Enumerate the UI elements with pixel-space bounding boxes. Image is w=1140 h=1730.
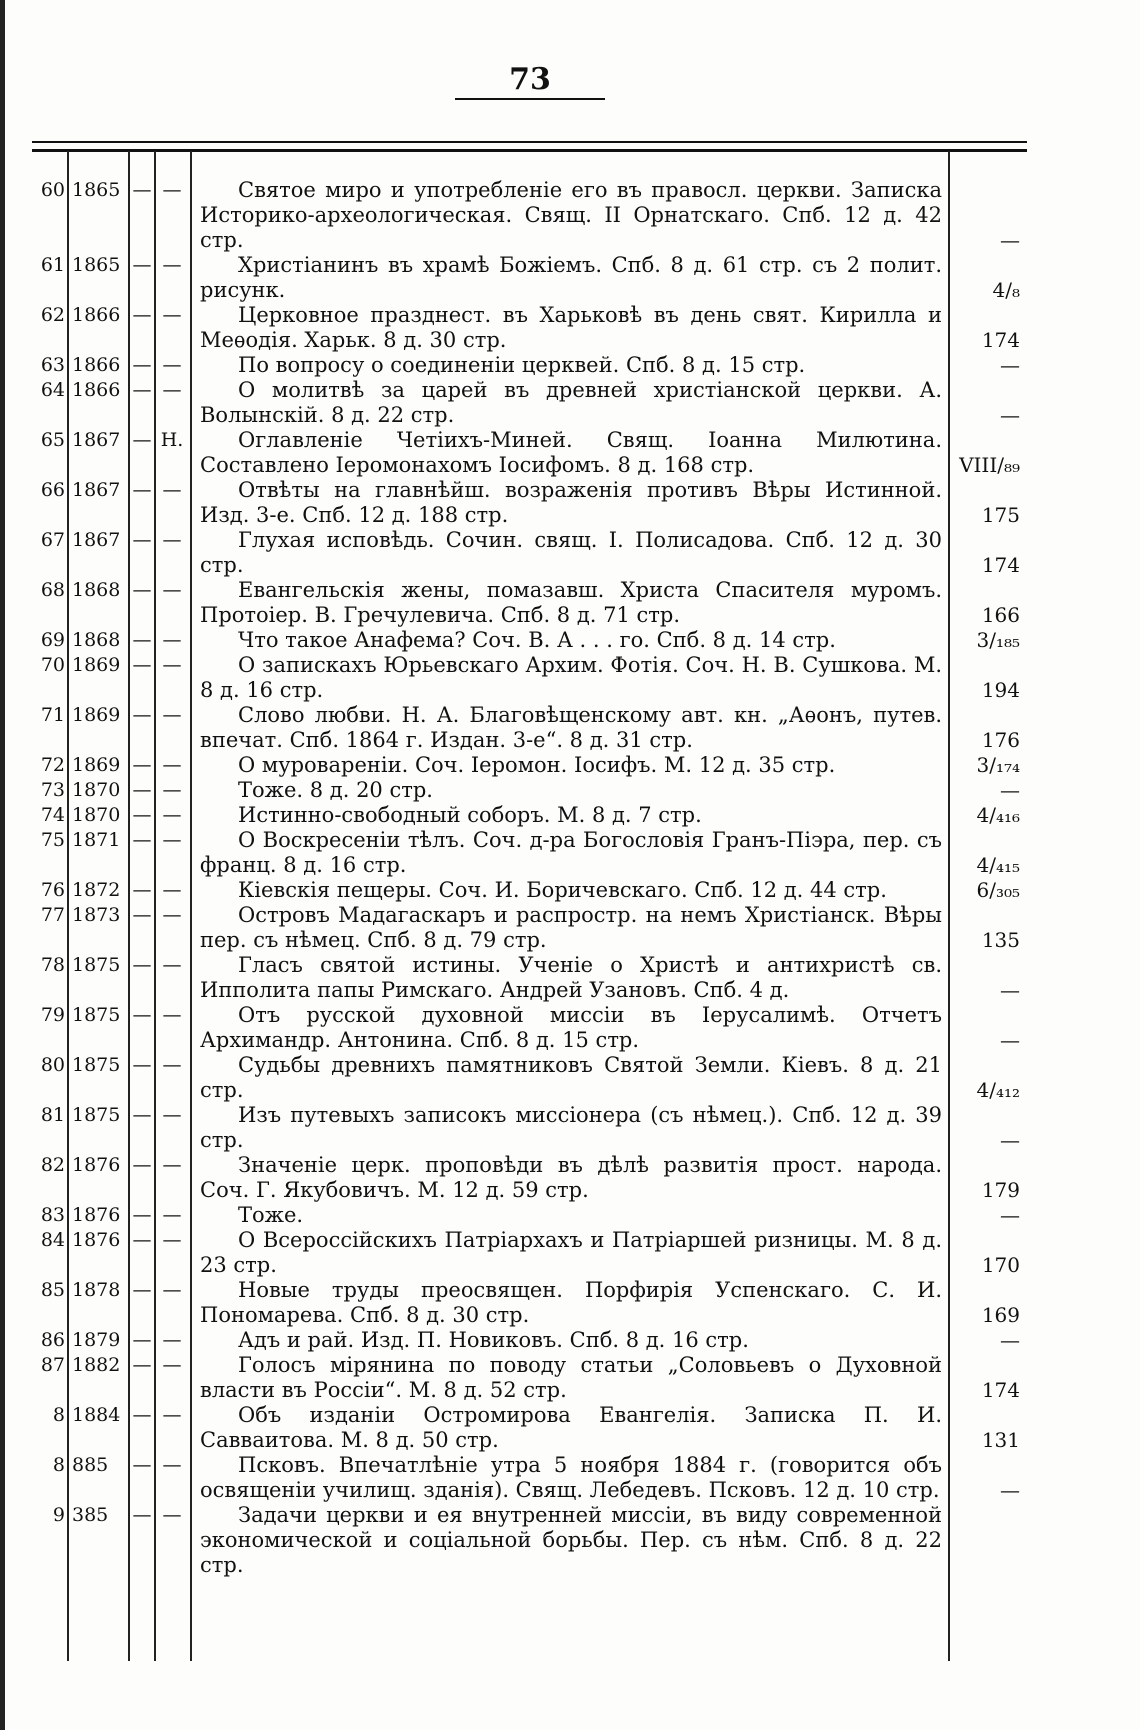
entry-number: 82 <box>40 1154 65 1176</box>
entry-reference: VIII/₈₉ <box>959 453 1020 477</box>
entry-year: 1872 <box>72 879 121 901</box>
entry-title: О запискахъ Юрьевскаго Архим. Фотія. Соч. Н. В. Сушкова. М. 8 д. 16 стр. <box>200 653 942 702</box>
entry-title: Новые труды преосвящен. Порфирія Успенскаго. С. И. Пономарева. Спб. 8 д. 30 стр. <box>200 1278 942 1327</box>
entry-mark-1: — <box>132 529 152 551</box>
catalog-entry <box>0 178 1060 253</box>
entry-year: 885 <box>72 1454 109 1476</box>
entry-year: 1882 <box>72 1354 121 1376</box>
entry-number: 63 <box>40 354 65 376</box>
entry-mark-2: — <box>162 779 182 801</box>
catalog-entry <box>0 1153 1060 1203</box>
entry-mark-1: — <box>132 1004 152 1026</box>
entry-mark-2: — <box>162 1054 182 1076</box>
entry-mark-1: — <box>132 829 152 851</box>
entry-mark-2: — <box>162 479 182 501</box>
entry-title: Евангельскія жены, помазавш. Христа Спасителя муромъ. Протоіер. В. Гречулевича. Спб. 8 д. 71 стр. <box>200 578 942 627</box>
catalog-entry <box>0 878 1060 903</box>
entry-mark-2: — <box>162 804 182 826</box>
entry-mark-1: — <box>132 1329 152 1351</box>
entry-number: 65 <box>40 429 65 451</box>
entry-year: 1876 <box>72 1204 121 1226</box>
entry-year: 1867 <box>72 429 121 451</box>
catalog-entry <box>0 1328 1060 1353</box>
entry-title: Что такое Анафема? Соч. В. А . . . го. Спб. 8 д. 14 стр. <box>238 628 836 652</box>
entry-mark-2: — <box>162 1504 182 1526</box>
entry-reference: 131 <box>981 1428 1020 1452</box>
entry-mark-1: — <box>132 1354 152 1376</box>
entry-title: Кіевскія пещеры. Соч. И. Боричевскаго. Спб. 12 д. 44 стр. <box>238 878 887 902</box>
entry-number: 60 <box>40 179 65 201</box>
entry-year: 1875 <box>72 954 121 976</box>
entry-year: 1869 <box>72 704 121 726</box>
entry-mark-2: — <box>162 704 182 726</box>
entry-number: 9 <box>52 1504 65 1526</box>
entry-title: Голосъ мірянина по поводу статьи „Соловьевъ о Духовной власти въ Россіи“. М. 8 д. 52 стр. <box>200 1353 942 1402</box>
entry-reference: — <box>1000 403 1020 427</box>
entry-reference: — <box>1000 1328 1020 1352</box>
entry-title: Псковъ. Впечатлѣніе утра 5 ноября 1884 г. (говорится объ освященіи училищ. зданія). Свящ. Лебедевъ. Псковъ. 12 д. 10 стр. <box>200 1453 942 1502</box>
entry-title: Глухая исповѣдь. Сочин. свящ. І. Полисадова. Спб. 12 д. 30 стр. <box>200 528 942 577</box>
catalog-entry <box>0 1453 1060 1503</box>
entry-year: 1875 <box>72 1104 121 1126</box>
header-rule-thick <box>32 149 1027 152</box>
catalog-entry <box>0 528 1060 578</box>
entry-title: Отъ русской духовной миссіи въ Іерусалимѣ. Отчетъ Архимандр. Антонина. Спб. 8 д. 15 стр. <box>200 1003 942 1052</box>
entry-reference: — <box>1000 778 1020 802</box>
catalog-entry <box>0 778 1060 803</box>
entry-title: О молитвѣ за царей въ древней христіанской церкви. А. Волынскій. 8 д. 22 стр. <box>200 378 942 427</box>
catalog-entry <box>0 753 1060 778</box>
entry-reference: — <box>1000 978 1020 1002</box>
entry-reference: 166 <box>981 603 1020 627</box>
entry-mark-2: — <box>162 1204 182 1226</box>
entry-title: Адъ и рай. Изд. П. Новиковъ. Спб. 8 д. 16 стр. <box>238 1328 749 1352</box>
entry-title: Задачи церкви и ея внутренней миссіи, въ виду современной экономической и соціальной борьбы. Пер. съ нѣм. Спб. 8 д. 22 стр. <box>200 1503 942 1577</box>
entry-mark-1: — <box>132 1454 152 1476</box>
entry-mark-2: — <box>162 1279 182 1301</box>
catalog-entry <box>0 253 1060 303</box>
catalog-entry <box>0 1228 1060 1278</box>
entry-mark-1: — <box>132 1054 152 1076</box>
entry-number: 8 <box>52 1404 65 1426</box>
entry-mark-2: — <box>162 1104 182 1126</box>
entry-title: Отвѣты на главнѣйш. возраженія противъ Вѣры Истинной. Изд. 3-е. Спб. 12 д. 188 стр. <box>200 478 942 527</box>
entry-mark-1: — <box>132 1204 152 1226</box>
entry-reference: 174 <box>981 328 1020 352</box>
header-rule <box>32 141 1027 143</box>
entry-title: Христіанинъ въ храмѣ Божіемъ. Спб. 8 д. 61 стр. съ 2 полит. рисунк. <box>200 253 942 302</box>
entry-number: 61 <box>40 254 65 276</box>
entry-year: 1879 <box>72 1329 121 1351</box>
entry-number: 62 <box>40 304 65 326</box>
catalog-entry <box>0 1053 1060 1103</box>
entry-number: 8 <box>52 1454 65 1476</box>
catalog-entry <box>0 1003 1060 1053</box>
catalog-entry <box>0 578 1060 628</box>
entry-reference: 174 <box>981 553 1020 577</box>
entry-reference: 179 <box>981 1178 1020 1202</box>
entry-reference: 135 <box>981 928 1020 952</box>
entry-number: 71 <box>40 704 65 726</box>
catalog-entry <box>0 378 1060 428</box>
entry-reference: 176 <box>981 728 1020 752</box>
entry-number: 83 <box>40 1204 65 1226</box>
entry-reference: 175 <box>981 503 1020 527</box>
entry-mark-1: — <box>132 1279 152 1301</box>
entry-mark-2: — <box>162 1154 182 1176</box>
entry-title: По вопросу о соединеніи церквей. Спб. 8 д. 15 стр. <box>238 353 806 377</box>
entry-number: 66 <box>40 479 65 501</box>
catalog-entry <box>0 1353 1060 1403</box>
entry-number: 80 <box>40 1054 65 1076</box>
entry-number: 67 <box>40 529 65 551</box>
entry-title: Значеніе церк. проповѣди въ дѣлѣ развитія прост. народа. Соч. Г. Якубовичъ. М. 12 д. 59 стр. <box>200 1153 942 1202</box>
entry-year: 1884 <box>72 1404 121 1426</box>
entry-number: 70 <box>40 654 65 676</box>
entry-reference: 4/₄₁₂ <box>976 1078 1020 1102</box>
catalog-entry <box>0 303 1060 353</box>
entry-mark-2: — <box>162 179 182 201</box>
entry-mark-2: — <box>162 754 182 776</box>
entry-title: Островъ Мадагаскаръ и распростр. на немъ Христіанск. Вѣры пер. съ нѣмец. Спб. 8 д. 79 стр. <box>200 903 942 952</box>
entry-mark-1: — <box>132 1104 152 1126</box>
entry-year: 1866 <box>72 354 121 376</box>
catalog-entry <box>0 953 1060 1003</box>
entry-mark-1: — <box>132 754 152 776</box>
page-number-rule <box>455 98 605 100</box>
catalog-entry <box>0 703 1060 753</box>
entry-number: 75 <box>40 829 65 851</box>
catalog-entry <box>0 478 1060 528</box>
entry-mark-1: — <box>132 1229 152 1251</box>
entry-year: 1875 <box>72 1054 121 1076</box>
entry-year: 1868 <box>72 579 121 601</box>
entry-mark-2: — <box>162 529 182 551</box>
catalog-entry <box>0 653 1060 703</box>
entry-year: 1868 <box>72 629 121 651</box>
entry-year: 1865 <box>72 254 121 276</box>
entry-title: Гласъ святой истины. Ученіе о Христѣ и антихристѣ св. Ипполита папы Римскаго. Андрей Узановъ. Спб. 4 д. <box>200 953 942 1002</box>
entry-number: 64 <box>40 379 65 401</box>
entry-year: 1878 <box>72 1279 121 1301</box>
entry-title: Объ изданіи Остромирова Евангелія. Записка П. И. Савваитова. М. 8 д. 50 стр. <box>200 1403 942 1452</box>
entry-mark-2: — <box>162 579 182 601</box>
entry-title: Слово любви. Н. А. Благовѣщенскому авт. кн. „Аѳонъ, путев. впечат. Спб. 1864 г. Издан. 3-е“. 8 д. 31 стр. <box>200 703 942 752</box>
entry-mark-1: — <box>132 779 152 801</box>
entry-number: 76 <box>40 879 65 901</box>
entry-mark-1: — <box>132 479 152 501</box>
entry-year: 385 <box>72 1504 109 1526</box>
catalog-entry <box>0 828 1060 878</box>
entry-reference: 3/₁₈₅ <box>976 628 1020 652</box>
entry-reference: — <box>1000 1128 1020 1152</box>
catalog-entry <box>0 1103 1060 1153</box>
entry-year: 1870 <box>72 779 121 801</box>
entry-year: 1876 <box>72 1229 121 1251</box>
entry-number: 73 <box>40 779 65 801</box>
entry-title: Церковное празднест. въ Харьковѣ въ день свят. Кирилла и Меѳодія. Харьк. 8 д. 30 стр. <box>200 303 942 352</box>
entry-number: 72 <box>40 754 65 776</box>
entry-title: Истинно-свободный соборъ. М. 8 д. 7 стр. <box>238 803 702 827</box>
entry-year: 1871 <box>72 829 121 851</box>
entry-number: 86 <box>40 1329 65 1351</box>
entry-title: Святое миро и употребленіе его въ правосл. церкви. Записка Историко-археологическая. Свящ. II Орнатскаго. Спб. 12 д. 42 стр. <box>200 178 942 252</box>
entry-mark-2: — <box>162 954 182 976</box>
entry-mark-2: — <box>162 654 182 676</box>
entry-number: 81 <box>40 1104 65 1126</box>
entry-reference: 6/₃₀₅ <box>976 878 1020 902</box>
entry-year: 1875 <box>72 1004 121 1026</box>
catalog-entry <box>0 1403 1060 1453</box>
entry-number: 69 <box>40 629 65 651</box>
entry-year: 1870 <box>72 804 121 826</box>
entry-year: 1865 <box>72 179 121 201</box>
entry-mark-1: — <box>132 1504 152 1526</box>
entry-number: 84 <box>40 1229 65 1251</box>
entry-year: 1869 <box>72 754 121 776</box>
entry-mark-1: — <box>132 1154 152 1176</box>
entry-mark-2: — <box>162 1004 182 1026</box>
catalog-entries <box>0 178 1060 1578</box>
entry-year: 1876 <box>72 1154 121 1176</box>
entry-title: О Воскресеніи тѣлъ. Соч. д-ра Богословія Гранъ-Піэра, пер. съ франц. 8 д. 16 стр. <box>200 828 942 877</box>
entry-mark-2: — <box>162 1454 182 1476</box>
entry-mark-2: — <box>162 629 182 651</box>
entry-mark-1: — <box>132 629 152 651</box>
entry-mark-1: — <box>132 954 152 976</box>
entry-mark-2: — <box>162 379 182 401</box>
entry-mark-1: — <box>132 179 152 201</box>
entry-number: 87 <box>40 1354 65 1376</box>
entry-mark-1: — <box>132 904 152 926</box>
entry-reference: — <box>1000 228 1020 252</box>
entry-title: Изъ путевыхъ записокъ миссіонера (съ нѣмец.). Спб. 12 д. 39 стр. <box>200 1103 942 1152</box>
catalog-entry <box>0 903 1060 953</box>
entry-reference: — <box>1000 1028 1020 1052</box>
entry-year: 1867 <box>72 529 121 551</box>
entry-mark-1: — <box>132 579 152 601</box>
entry-year: 1866 <box>72 304 121 326</box>
entry-mark-2: — <box>162 254 182 276</box>
catalog-entry <box>0 1278 1060 1328</box>
entry-mark-1: — <box>132 1404 152 1426</box>
entry-year: 1867 <box>72 479 121 501</box>
entry-mark-2: Н. <box>160 429 184 451</box>
entry-reference: 4/₈ <box>992 278 1020 302</box>
entry-mark-1: — <box>132 704 152 726</box>
entry-title: О муровареніи. Соч. Іеромон. Іосифъ. М. 12 д. 35 стр. <box>238 753 836 777</box>
entry-mark-1: — <box>132 254 152 276</box>
entry-year: 1869 <box>72 654 121 676</box>
entry-mark-1: — <box>132 304 152 326</box>
entry-title: Тоже. 8 д. 20 стр. <box>238 778 433 802</box>
entry-mark-2: — <box>162 1329 182 1351</box>
entry-number: 85 <box>40 1279 65 1301</box>
entry-number: 78 <box>40 954 65 976</box>
entry-title: Тоже. <box>238 1203 304 1227</box>
catalog-entry <box>0 428 1060 478</box>
entry-mark-2: — <box>162 829 182 851</box>
entry-mark-1: — <box>132 654 152 676</box>
entry-mark-2: — <box>162 1404 182 1426</box>
entry-mark-2: — <box>162 1354 182 1376</box>
catalog-entry <box>0 1203 1060 1228</box>
entry-reference: 4/₄₁₅ <box>976 853 1020 877</box>
catalog-entry <box>0 628 1060 653</box>
entry-mark-1: — <box>132 804 152 826</box>
entry-title: Оглавленіе Четіихъ-Миней. Свящ. Іоанна Милютина. Составлено Іеромонахомъ Іосифомъ. 8 д. 168 стр. <box>200 428 942 477</box>
entry-year: 1873 <box>72 904 121 926</box>
entry-number: 74 <box>40 804 65 826</box>
entry-mark-1: — <box>132 429 152 451</box>
entry-number: 68 <box>40 579 65 601</box>
page-number: 73 <box>509 62 551 97</box>
entry-title: Судьбы древнихъ памятниковъ Святой Земли. Кіевъ. 8 д. 21 стр. <box>200 1053 942 1102</box>
entry-reference: 3/₁₇₄ <box>976 753 1020 777</box>
entry-mark-1: — <box>132 354 152 376</box>
entry-number: 77 <box>40 904 65 926</box>
catalog-entry <box>0 1503 1060 1578</box>
entry-year: 1866 <box>72 379 121 401</box>
entry-reference: — <box>1000 1203 1020 1227</box>
entry-reference: 169 <box>981 1303 1020 1327</box>
entry-mark-1: — <box>132 879 152 901</box>
entry-mark-2: — <box>162 879 182 901</box>
entry-reference: 4/₄₁₆ <box>976 803 1020 827</box>
entry-mark-2: — <box>162 904 182 926</box>
entry-mark-1: — <box>132 379 152 401</box>
catalog-entry <box>0 353 1060 378</box>
catalog-entry <box>0 803 1060 828</box>
entry-reference: 170 <box>981 1253 1020 1277</box>
entry-reference: 194 <box>981 678 1020 702</box>
entry-title: О Всероссійскихъ Патріархахъ и Патріаршей ризницы. М. 8 д. 23 стр. <box>200 1228 942 1277</box>
entry-reference: — <box>1000 353 1020 377</box>
entry-reference: 174 <box>981 1378 1020 1402</box>
entry-mark-2: — <box>162 304 182 326</box>
entry-mark-2: — <box>162 1229 182 1251</box>
entry-mark-2: — <box>162 354 182 376</box>
entry-number: 79 <box>40 1004 65 1026</box>
entry-reference: — <box>1000 1478 1020 1502</box>
